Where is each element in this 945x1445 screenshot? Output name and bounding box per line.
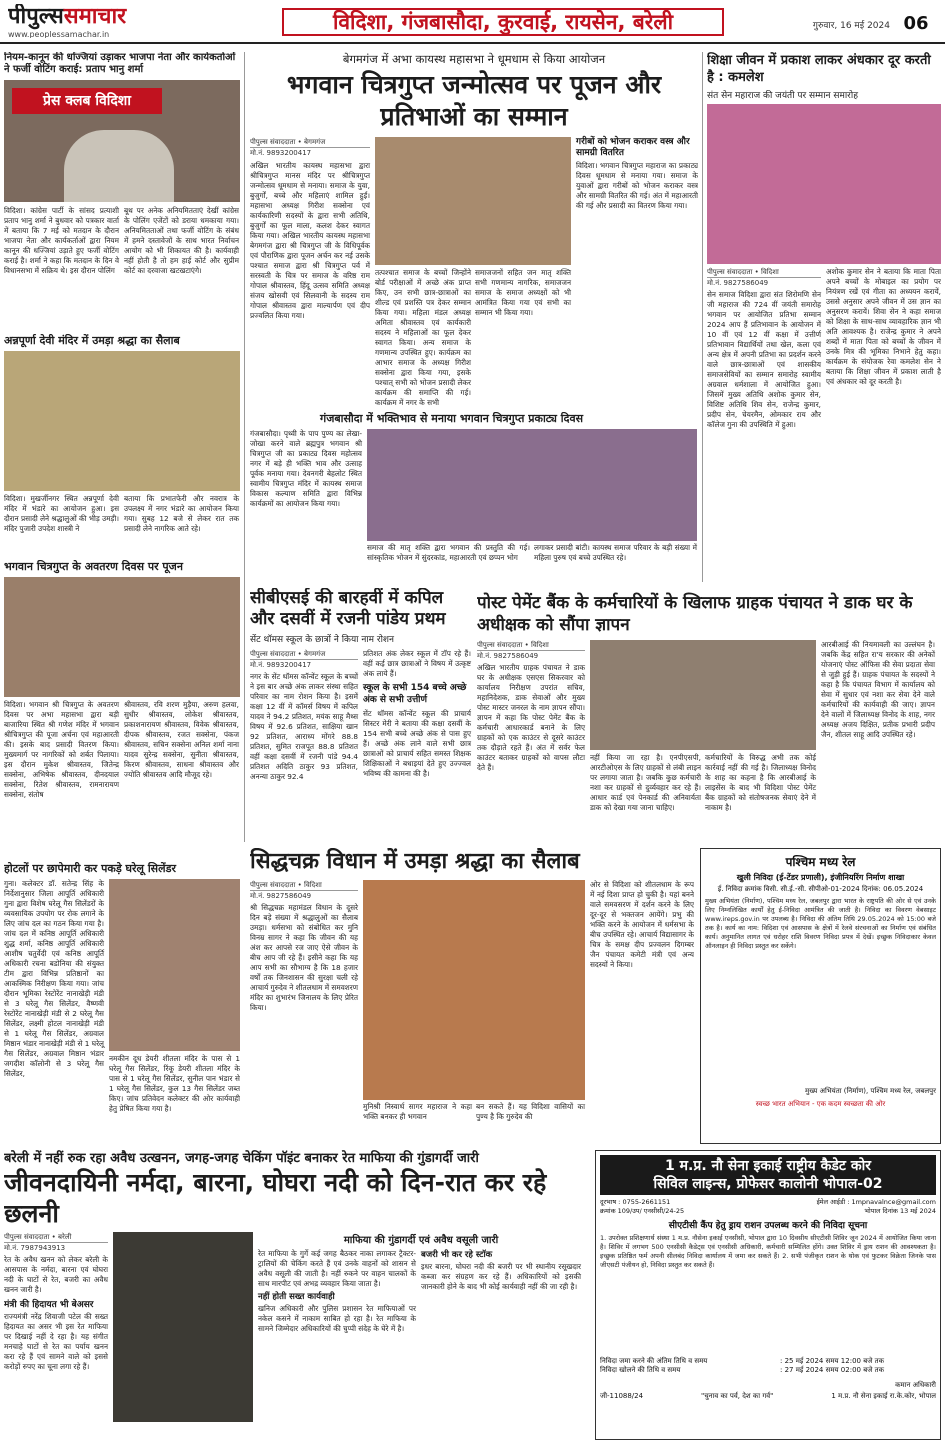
opening-value: : 27 मई 2024 समय 02:00 बजे तक — [780, 1366, 884, 1374]
article-text: सेंट थॉमस कॉन्वेंट स्कूल की प्राचार्य सिस्टर मेरी ने बताया की कक्षा दसवीं के 154 सभी बच्चे अच्छे अंक से पास हुए हैं। अच्छे अंक लाने वाले सभी छात्र छात्राओं को प्राचार्य सहित समस्त शिक्षक शिक्षिकाओं ने बधाइयां देते हुए उज्ज्वल भविष्य की कामना की है। — [363, 709, 471, 778]
logo-main: पीपुल्स — [8, 4, 64, 29]
story-annapurna — [4, 334, 240, 556]
tender-ref: क्रमांक 109/उप/ एनसीसी/24-25 — [600, 1207, 685, 1215]
article-text: प्रतिशत अंक लेकर स्कूल में टॉप रहे हैं। वहीं कई छात्र छात्राओं ने विषय में उत्कृष्ट अंक लाये हैं। — [363, 649, 471, 678]
puja-photo — [4, 577, 240, 697]
subheadline: गरीबों को भोजन कराकर वस्त्र और सामग्री वितरित — [576, 137, 690, 158]
award-photo — [375, 137, 571, 265]
article-text: ओर से विदिशा को शीतलधाम के रूप में नई दिशा प्राप्त हो चुकी है। यहां बनने वाले समवसरण में दर्शन करने के लिए दूर-दूर से भक्तजन आयेंगे। प्रभु की भक्ति करने के आयोजन में धर्मसभा के बीच उपस्थित रहे। आचार्य विद्यासागर के चित्र के समक्ष दीप प्रज्वलन दिगम्बर जैन पंचायत कमेटी मंत्री एवं अन्य सदस्यों ने किया। — [590, 880, 694, 969]
celebration-photo — [367, 429, 697, 541]
subheadline: नहीं होती सख्त कार्यवाही — [258, 1292, 335, 1302]
headline: अन्नपूर्णा देवी मंदिर में उमड़ा श्रद्धा का सैलाब — [4, 334, 180, 347]
article-text: नमकीन दूध डेयरी शीतला मंदिर के पास से 1 घरेलू गैस सिलेंडर, रिंकू डेयरी शीतला मंदिर के पास से 1 घरेलू गैस सिलेंडर, सुनील पान भंडार से 1 घरेलू गैस सिलेंडर, कुल 13 गैस सिलेंडर जब्त किए। जांच प्रतिवेदन कलेक्टर की ओर कार्यवाही हेतु प्रेषित किया गया है। — [109, 1054, 240, 1113]
kicker: सेंट थॉमस स्कूल के छात्रों ने किया नाम रोशन — [250, 635, 395, 645]
article-text: श्रीवास्तव, रवि शरण मुड़ैया, अरुण हलवा, सुधीर श्रीवास्तव, लोकेश श्रीवास्तव, प्रकाशनारायण श्रीवास्तव, विवेक श्रीवास्तव, दीपक श्रीवास्तव, रजत सक्सेना, पंकज श्रीवास्तव, सचिन सक्सेना अनिल शर्मा नाना यादव सुरेन्द्र सक्सेना, सुनीता श्रीवास्तव, किरण श्रीवास्तव, साधना श्रीवास्तव और ज्योति श्रीवास्तव आदि मौजूद रहे। — [124, 700, 239, 779]
tender-email: ईमेल आईडी : 1mpnavalnce@gmail.com — [816, 1198, 936, 1206]
caption: लगाकर प्रसादी बांटी। कायस्थ समाज परिवार के बड़ी संख्या में महिला पुरुष एवं बच्चे उपस्थित रहे। — [534, 543, 697, 562]
byline-mobile: मो.नं. 9827586049 — [250, 892, 312, 900]
article-text: खनिज अधिकारी और पुलिस प्रशासन रेत माफियाओं पर नकेल कसने में नाकाम साबित हो रहा है। रेत माफिया के सामने जिम्मेदार अधिकारियों की चुप्पी संदेह के घेरे में है। — [258, 1304, 416, 1333]
headline: होटलों पर छापेमारी कर पकड़े घरेलू सिलेंडर — [4, 862, 176, 875]
article-text: रेत के अवैध खनन को लेकर बरेली के आसपास के नर्मदा, बारना एवं घोघरा नदी के घाटों से रेत, बजरी का अवैध खनन जारी है। — [4, 1255, 108, 1294]
kicker: बरेली में नहीं रुक रहा अवैध उत्खनन, जगह-जगह चेकिंग पॉइंट बनाकर रेत माफिया की गुंडागर्दी जारी — [4, 1151, 479, 1166]
ncc-tender — [595, 1150, 941, 1440]
story-post-payment — [477, 592, 941, 844]
byline-mobile: मो.नं. 9893200417 — [250, 149, 312, 157]
tender-code: जी-11088/24 — [600, 1392, 644, 1400]
caption: मुनिश्री निस्वार्थ सागर महाराज ने कहा भक्ति बनकर ही भगवान — [363, 1102, 472, 1121]
article-text: गुना। कलेक्टर डॉ. सतेन्द्र सिंह के निर्देशानुसार जिला आपूर्ति अधिकारी गुना द्वारा विशेष घरेलू गैस सिलेंडरों के व्यवसायिक उपयोग पर रोक लगाने के लिए जांच दल का गठन किया गया है। जांच दल में कनिष्ठ आपूर्ति अधिकारी शुद्ध शर्मा, कनिष्ठ आपूर्ति अधिकारी आशीष चतुर्वेदी एवं कनिष्ठ आपूर्ति अधिकारी रचना बडोनिया की संयुक्त टीम द्वारा विभिन्न प्रतिष्ठानों का आकस्मिक निरीक्षण किया गया। जांच दौरान भूमिका रेस्टोरेंट नानाखेड़ी मंडी से 3 घरेलू गैस सिलेंडर, वैष्णवी रेस्टोरेंट नानाखेड़ी मंडी से 2 घरेलू गैस सिलेंडर, लक्ष्मी होटल नानाखेड़ी मंडी से 1 घरेलू गैस सिलेंडर, अग्रवाल मिष्ठान भंडार नानाखेड़ी मंडी से 1 घरेलू गैस सिलेंडर, अग्रवाल मिष्ठान भंडार जगदीश कॉलोनी से 3 घरेलू गैस सिलेंडर, — [4, 879, 104, 1078]
article-text: नगर के सेंट थॉमस कॉन्वेंट स्कूल के बच्चों ने इस बार अच्छे अंक लाकर संस्था सहित परिवार का नाम रोशन किया है। इसमें कक्षा 12 वीं में कॉमर्स विषय में कपिल यादव ने 94.2 प्रतिशत, मयंक साहू मैथ्स विषय में 92.6 प्रतिशत, साक्षिया खान 92 प्रतिशत, आराध्य मोंगरे 88.8 प्रतिशत, सुमित राजपूत 88.8 प्रतिशत वहीं कक्षा दसवीं में रजनी पांडे 94.4 प्रतिशत अदिति ठाकुर 93 प्रतिशत, अनन्या ठाकुर 92.4 — [250, 672, 358, 781]
subheadline: मंत्री की हिदायत भी बेअसर — [4, 1300, 94, 1310]
tender-date: भोपाल दिनांक 13 मई 2024 — [864, 1207, 936, 1215]
byline: पीपुल्स संवाददाता • विदिशा — [477, 640, 585, 651]
article-text: समाजजनों सहित जन मातृ शक्ति सभी गणमान्य नागरिक, समाजजन समाज के समाज अध्यक्षों को भी आमंत्रित किया गया एवं सभी का सम्मान भी किया गया। — [475, 268, 571, 317]
masthead — [0, 0, 945, 44]
temple-photo — [4, 351, 240, 491]
tender-slogan: "चुनाव का पर्व, देश का गर्व" — [701, 1392, 774, 1400]
caption: समाज की मातृ शक्ति द्वारा भगवान की प्रस्तुति की गई। सांस्कृतिक भोजन में सुंदरकांड, महाआरती एवं छप्पन भोग — [367, 543, 530, 562]
byline: पीपुल्स संवाददाता • विदिशा — [707, 267, 821, 278]
story-sen-samaj — [707, 52, 941, 582]
tender-sign: कमान अधिकारी — [895, 1381, 936, 1389]
article-text: आरबीआई की नियमावली का उल्लंघन है। जबकि केंद्र सहित रा'य सरकार की अनेकों योजनाएं पोस्ट ऑफिस की सेवा प्रदाता सेवा से जुड़ी हुई हैं। ग्राहक पंचायत के सदस्यों ने कहा है कि पंचायत विभाग में कार्यालय को सेवा में सुधार एवं नशा कर सेवा देने वाले कर्मचारियों की कार्यवाही की जाए। ज्ञापन देने वालों में जिलाध्यक्ष विनोद के शाह, नगर अध्यक्ष अजय दिक्षित, प्रतीक प्रभारी प्रदीप जैन, शीतल साहू आदि उपस्थित रहे। — [821, 640, 935, 739]
tender-phone: दूरभाष : 0755-2661151 — [600, 1198, 671, 1206]
tender-heading: सीएटीसी कैंप हेतु ड्राय राशन उपलब्ध करने की निविदा सूचना — [668, 1221, 868, 1231]
tender-sign: मुख्य अभियंता (निर्माण), पश्चिम मध्य रेल, जबलपुर — [805, 1087, 936, 1095]
article-text: गंजबासौदा। पृथ्वी के पाप पुण्य का लेखा-जोखा करने वाले ब्रह्मपुत्र भगवान श्री चित्रगुप्त जी का प्रकाट्य दिवस महोत्सव नगर में बड़े ही भक्ति भाव और उत्साह पूर्वक मनाया गया। देवनगरी बेहलोट स्थित स्वामीय चित्रगुप्त मंदिर में कायस्थ समाज विकास कल्याण समिति द्वारा विभिन्न कार्यक्रमों का आयोजन किया गया। — [250, 429, 362, 508]
article-text: इधर बारना, घोघरा नदी की बजरी पर भी स्थानीय रसूखदार कब्जा कर संग्रहण कर रहे हैं। अधिकारियों को इसकी जानकारी होने के बाद भी कोई कार्यवाही नहीं की जा रही है। — [421, 1262, 581, 1291]
headline: शिक्षा जीवन में प्रकाश लाकर अंधकार दूर करती है : कमलेश — [707, 53, 931, 85]
logo — [8, 4, 248, 38]
column-rule — [244, 52, 245, 842]
tender-org: पश्चिम मध्य रेल — [785, 855, 856, 869]
tender-title: खुली निविदा (ई-टेंडर प्रणाली), इंजीनियरिंग निर्माण शाखा — [736, 873, 905, 882]
story-sand-mining — [4, 1150, 590, 1442]
tender-footer: स्वच्छ भारत अभियान - एक कदम स्वच्छता की ओर — [755, 1100, 886, 1108]
headline: जीवनदायिनी नर्मदा, बारना, घोघरा नदी को दिन-रात कर रहे छलनी — [4, 1168, 547, 1228]
vidhan-photo — [363, 880, 585, 1100]
people-figure — [64, 130, 174, 202]
byline-mobile: मो.नं. 9827586049 — [477, 652, 539, 660]
railway-tender — [700, 848, 941, 1144]
deadline-label: निविदा जमा करने की अंतिम तिथि व समय — [600, 1357, 708, 1365]
headline: गंजबासौदा में भक्तिभाव से मनाया भगवान चित्रगुप्त प्रकाट्य दिवस — [320, 412, 584, 425]
article-text: सेन समाज विदिशा द्वारा संत शिरोमणि सेन जी महाराज की 724 वीं जयंती समारोह भगवान पर आयोजित प्रतिभा सम्मान 2024 आप हैं प्रतिभावान के आयोजन में 10 वीं एवं 12 वीं कक्षा में उत्तीर्ण प्रतिभावान विद्यार्थियों तथा खेल, कला एवं अन्य क्षेत्र में अपनी प्रतिभा का प्रदर्शन करने वाले छात्र-छात्राओं एवं शासकीय समाजसेवियों का सम्मान समारोह स्वामीय अग्रवाल धर्मशाला में आयोजित हुआ। जिसमें मुख्य अतिथि अशोक कुमार सेन, विशिष्ट अतिथि शिव सेन, राजेन्द्र कुमार, प्रदीप सेन, चेयरमैन, ओमकार राय और कॉलेज गुना की उपस्थिति में हुआ। — [707, 290, 821, 429]
story-chitragupt-begamganj — [250, 52, 698, 412]
article-text: श्री सिद्धचक्र महामंडल विधान के दूसरे दिन बड़े संख्या में श्रद्धालुओं का सैलाब उमड़ा। धर्मसभा को संबोधित कर मुनि विनम्र सागर ने कहा कि जीवन की यह अंश कर आपसे रज जाए ऐसे जीवन के बीच आप जी रहे हैं। इसीने कहा कि यह आप सभी का सौभाग्य है कि 18 हजार वर्षों तक जिनशासन की सुरक्षा चली रहे आचार्य गुरुदेव ने शीतलधाम में समवशरण मंदिर का शुभारंभ जिनालय के लिए प्रेरित किया। — [250, 903, 358, 1012]
kicker: संत सेन महाराज की जयंती पर सम्मान समारोह — [707, 91, 858, 101]
story-ganjbasoda — [250, 412, 698, 582]
headline: नियम-कानून की धज्जियां उड़ाकर भाजपा नेता और कार्यकर्ताओं ने फर्जी वोटिंग कराई: प्रताप भानु शर्मा — [4, 52, 236, 75]
logo-accent: समाचार — [63, 4, 127, 29]
section-title: विदिशा, गंजबासौदा, कुरवाई, रायसेन, बरेली — [282, 8, 724, 36]
subheadline: स्कूल के सभी 154 बच्चे अच्छे अंक से सभी उत्तीर्ण — [363, 683, 467, 705]
article-text: नहीं किया जा रहा है। एनपीएसपी, आरटीओएस के लिए ग्राहकों से लंबी लाइन पर लगाया जाता है। जबकि कुछ कर्मचारी नशा कर ग्राहकों से दुर्व्यवहार कर रहे हैं। आधार कार्ड एवं पेनकार्ड की अनिवार्यता डाक को देखा गया जाना चाहिए। — [590, 753, 701, 812]
headline: सिद्धचक्र विधान में उमड़ा श्रद्धा का सैलाब — [250, 849, 580, 874]
memorandum-photo — [590, 640, 816, 750]
press-photo — [4, 80, 240, 202]
tender-sign: 1 म.प्र. नौ सेना इकाई रा.के.कोर, भोपाल — [831, 1392, 936, 1400]
article-text: राज्यमंत्री नरेंद्र शिवाजी पटेल की सख्त हिदायत का असर भी इस रेत माफिया पर दिखाई नहीं दे रहा है। यह संगीत मनचाहे घाटों से रेत का पर्याय खनन करा रहे हैं एवं सामने वाले को इससे करोड़ों रुपए का चूना लगा रहे हैं। — [4, 1312, 108, 1371]
site-url: www.peoplessamachar.in — [8, 30, 110, 38]
story-cbse — [250, 588, 472, 844]
byline: पीपुल्स संवाददाता • विदिशा — [250, 880, 358, 891]
article-text: बूथ पर अनेक अनियमितताएं देखीं कांग्रेस के पोलिंग एजेंटों को डराया धमकाया गया। अनियमितताओं तथा फर्जी वोटिंग के संबंध में हमने दस्तावेजों के साथ भारत निर्वाचन आयोग को भी शिकायत की है। कार्यवाही नहीं होती है तो हम हाई कोर्ट और सुप्रीम कोर्ट का दरवाजा खटखटाएंगे। — [124, 206, 239, 275]
page-number: 06 — [903, 13, 929, 34]
article-text: तत्पश्चात समाज के बच्चों जिन्होंने बोर्ड परीक्षाओं में अच्छे अंक प्राप्त किए, उन सभी छात्र-छात्राओं का शील्ड एवं प्रशस्ति पत्र देकर सम्मान किया गया। महिला मंडल अध्यक्ष अमिता श्रीवास्तव एवं कार्यकारी सदस्य ने महिलाओं का फूल देकर स्वागत किया। अन्य समाज के गणमान्य उपस्थित हुए। कार्यक्रम का आभार समाज के अध्यक्ष गिरीश सक्सेना द्वारा किया गया, इसके पश्चात् सभी को भोजन प्रसादी लेकर कार्यक्रम की समाप्ति की गई। कार्यक्रम में नगर के सभी — [375, 268, 471, 407]
tender-text: मुख्य अभियंता (निर्माण), पश्चिम मध्य रेल, जबलपुर द्वारा भारत के राष्ट्रपति की ओर से एवं उनके लिए निम्नलिखित कार्यों हेतु ई-निविदा आमंत्रित की जाती है। निविदा का विवरण वेबसाइट www.ireps.gov.in पर उपलब्ध है। निविदा की अंतिम तिथि 29.05.2024 को 15:00 बजे तक है। कार्य का नाम: विदिशा एवं आसपास के क्षेत्रों में रेलवे संरचनाओं का निर्माण एवं संबंधित कार्य। अनुमानित लागत एवं धरोहर राशि विवरण निविदा प्रपत्र में देखें। इच्छुक निविदाकार केवल ऑनलाइन ही निविदा प्रस्तुत कर सकेंगे। — [705, 897, 936, 950]
story-chitragupt-vidisha — [4, 560, 240, 860]
tender-address: सिविल लाइन्स, प्रोफेसर कालोनी भोपाल-02 — [653, 1176, 883, 1192]
byline-mobile: मो.नं. 7987943913 — [4, 1244, 66, 1252]
cylinder-photo — [109, 879, 240, 1051]
article-text: बताया कि प्रभातफेरी और नवरात्र के उपलक्ष्य में नगर भंडारे का आयोजन किया गया। सुबह 12 बजे से लेकर रात तक प्रसादी लेने नागरिक आते रहे। — [124, 494, 239, 533]
tender-text: 1. उपरोक्त प्रशिक्षणार्थ संस्था 1 म.प्र. नौसेना इकाई एनसीसी, भोपाल द्वारा 10 दिवसीय सीएटीसी शिविर जून 2024 में आयोजित किया जाना है। शिविर में लगभग 500 एनसीसी कैडेट्स एवं एनसीसी अधिकारी, कर्मचारी सम्मिलित होंगे। उक्त शिविर में ड्राय राशन की आवश्यकता है। इच्छुक प्रतिष्ठित फर्म अपनी सीलबंद निविदा कार्यालय में जमा कर सकते हैं। 2. सभी पंजीकृत राशन के थोक एवं फुटकर विक्रेता जिनके पास जीएसटी पंजीयन हो, निविदा प्रस्तुत कर सकते हैं। — [600, 1234, 936, 1269]
subheadline: बजरी भी कर रहे स्टॉक — [421, 1250, 493, 1260]
article-text: विदिशा। कांग्रेस पार्टी के सांसद प्रत्याशी प्रताप भानु शर्मा ने बुधवार को पत्रकार वार्ता में बताया कि 7 मई को मतदान के दौरान भाजपा नेता और कार्यकर्ताओं द्वारा नियम कानून की धज्जियां उड़ाते हुए फर्जी वोटिंग कराई है। शर्मा ने कहा कि मतदान के दिन वे विधानसभा में सक्रिय थे। इस दौरान पोलिंग — [4, 206, 119, 275]
byline: पीपुल्स संवाददाता • बेगमगंज — [250, 137, 370, 148]
issue-date: गुरुवार, 16 मई 2024 — [812, 21, 890, 31]
caption: बन सकते हैं। यह विदिशा वासियों का पुण्य है कि गुरुदेव की — [476, 1102, 585, 1121]
headline: भगवान चित्रगुप्त के अवतरण दिवस पर पूजन — [4, 560, 183, 573]
article-text: विदिशा। मुखर्जीनगर स्थित अन्नपूर्णा देवी मंदिर में भंडारे का आयोजन हुआ। इस दौरान प्रसादी लेने श्रद्धालुओं की भीड़ उमड़ी। मंदिर पुजारी उपदेश शास्त्री ने — [4, 494, 119, 533]
kicker: बेगमगंज में अभा कायस्थ महासभा ने धूमधाम से किया आयोजन — [342, 52, 606, 66]
byline-mobile: मो.नं. 9893200417 — [250, 661, 312, 669]
article-text: अखिल भारतीय ग्राहक पंचायत ने डाक घर के अधीक्षक एसएस सिकरवार को कार्यालय निरीक्षण उपरांत सचिव, महानिदेशक, डाक सेवाओं और मुख्य पोस्ट मास्टर जनरल के नाम ज्ञापन सौंपा। ज्ञापन में कहा कि पोस्ट पेमेंट बैंक के कर्मचारी आधारकार्ड बनाने के लिए ग्राहकों को एक काउंटर से दूसरे काउंटर तक दौड़ाते रहते हैं। अंत में सर्वर फेल काउंटर बताकर ग्राहकों को वापस लौटा देते हैं। — [477, 663, 585, 772]
story-fake-voting — [4, 52, 240, 332]
article-text: विदिशा। भगवान श्री चित्रगुप्त के अवतरण दिवस पर अभा महासभा द्वारा बड़ी बाजारिया स्थित श्री गणेश मंदिर में भगवान श्रीचित्रगुप्त की पूजा अर्चना एवं महाआरती की। इसके बाद प्रसादी वितरण किया। मुख्यमार्ग पर नागरिकों को शर्बत पिलाया। इस दौरान मुकेश श्रीवास्तव, जितेन्द्र सक्सेना, अभिषेक श्रीवास्तव, दीनदयाल सक्सेना, रितेश श्रीवास्तव, रामनारायण सक्सेना, संतोष — [4, 700, 119, 799]
byline: पीपुल्स संवाददाता • बेगमगंज — [250, 649, 358, 660]
tender-title-box — [600, 1155, 936, 1195]
article-text: विदिशा। भगवान चित्रगुप्त महाराज का प्रकाट्य दिवस धूमधाम से मनाया गया। समाज के युवाओं द्वारा गरीबों को भोजन कराकर वस्त्र और सामग्री वितरित की गई। अंत में महाआरती की गई और प्रसादी का वितरण किया गया। — [576, 161, 698, 210]
column-rule — [702, 52, 703, 582]
story-siddhchakra — [250, 848, 694, 1144]
headline: भगवान चित्रगुप्त जन्मोत्सव पर पूजन और प्रतिभाओं का सम्मान — [286, 70, 662, 131]
mining-photo — [113, 1232, 253, 1422]
subheadline: माफिया की गुंडागर्दी एवं अवैध वसूली जारी — [343, 1235, 499, 1246]
headline: पोस्ट पेमेंट बैंक के कर्मचारियों के खिलाफ ग्राहक पंचायत ने डाक घर के अधीक्षक को सौंपा ज्ञापन — [477, 593, 913, 635]
headline: सीबीएसई की बारहवीं में कपिल और दसवीं में रजनी पांडेय प्रथम — [250, 588, 446, 629]
deadline-value: : 25 मई 2024 समय 12:00 बजे तक — [780, 1357, 884, 1365]
byline-mobile: मो.नं. 9827586049 — [707, 279, 769, 287]
opening-label: निविदा खोलने की तिथि व समय — [600, 1366, 681, 1374]
article-text: कर्मचारियों के विरुद्ध अभी तक कोई कार्रवाई नहीं की गई है। जिलाध्यक्ष विनोद के शाह का कहना है कि आरबीआई के लाइसेंस के बाद भी विदिशा पोस्ट पेमेंट बैंक ग्राहकों को संतोषजनक सेवाएं देने में नाकाम है। — [705, 753, 816, 812]
press-club-banner: प्रेस क्लब विदिशा — [12, 88, 162, 114]
tender-ref: ई. निविदा क्रमांक विसी. सी.ई.-सी. सीपीओ-01-2024 दिनांक: 06.05.2024 — [717, 885, 924, 893]
tender-title: 1 म.प्र. नौ सेना इकाई राष्ट्रीय कैडेट कोर — [665, 1158, 871, 1174]
article-text: अखिल भारतीय कायस्थ महासभा द्वारा श्रीचित्रगुप्त मानस मंदिर पर श्रीचित्रगुप्त जन्मोत्सव धूमधाम से मनाया। समाज के युवा, बुजुर्गों, बच्चे और महिलाएं शामिल हुईं। महासभा अध्यक्ष गिरीश सक्सेना एवं कार्यकारिणी सदस्यों के द्वारा सभी अतिथि, बुजुर्गों का फूल माला, कलश देकर स्वागत किया गया। अखिल भारतीय कायस्थ महासभा बेगमगंज द्वारा श्री चित्रगुप्त जी के विधिपूर्वक एवं पौराणिक द्वारा पूजन अर्चन कर नई उसके पश्चात समाज द्वारा श्री चित्रगुप्त पर्व में सरस्वती के चित्र पर समाज के वरिष्ठ राम गोपाल श्रीवास्तव, हिंदू उत्सव समिति अध्यक्ष संजय खोसवी एवं सिलवानी के सदस्य राम गोपाल श्रीवास्तव द्वारा माल्यार्पण एवं दीप प्रज्वलित किया गया। — [250, 161, 370, 320]
felicitation-photo — [707, 104, 941, 264]
article-text: अशोक कुमार सेन ने बताया कि माता पिता अपने बच्चों के मोबाइल का प्रयोग पर नियंत्रण रखें एवं गीता का अध्ययन करायें, उससे अनुसार अपने जीवन में उस ज्ञान का अनुसरण करायें। शिवा सेन ने कहा समाज को शिक्षा के साथ-साथ व्यावहारिक ज्ञान भी अति आवश्यक है। राजेन्द्र कुमार ने अपने शब्दों में माता पिता को बच्चों के जीवन में उनके मित्र की भूमिका निभाने हेतु कहा। कार्यक्रम के संयोजक रेवा कमलेश सेन ने बताया कि शिक्षा जीवन में प्रकाश लाती है एवं अंधकार को दूर करती है। — [826, 267, 941, 386]
article-text: रेत माफिया के गुर्गे कई जगह बैठकर नाका लगाकर ट्रैक्टर-ट्रालियों की चेकिंग करते हैं एवं उनके वाहनों को शासन से अवैध वसूली की जाती है। नहीं रुकने पर वाहन चालकों के साथ मारपीट एवं अभद्र व्यवहार किया जाता है। — [258, 1249, 416, 1288]
byline: पीपुल्स संवाददाता • बरेली — [4, 1232, 108, 1243]
